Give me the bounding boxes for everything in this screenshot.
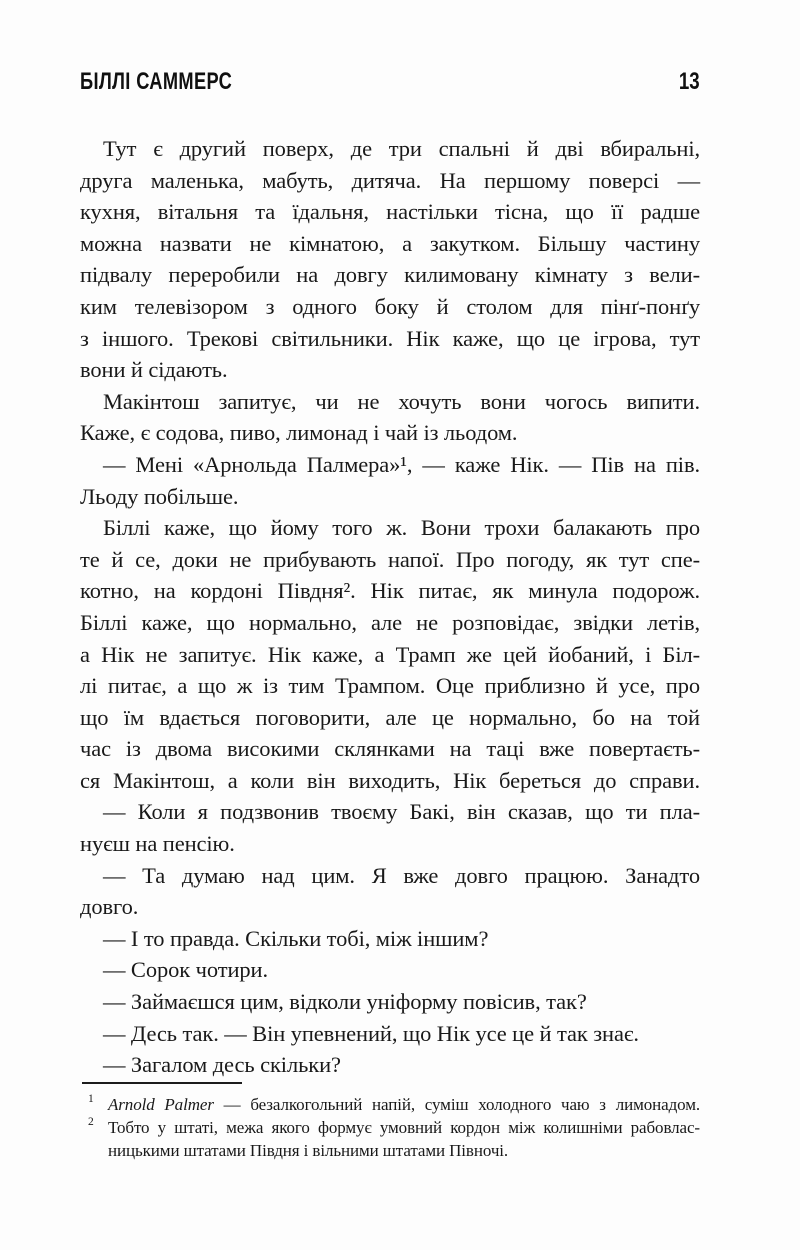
footnotes: [80, 1093, 700, 1162]
body-line: друга маленька, мабуть, дитяча. На першому поверсі —: [80, 167, 700, 193]
body-line: ся Макінтош, а коли він виходить, Нік береться до справи.: [80, 767, 700, 793]
footnote-marker: 2: [88, 1116, 94, 1128]
body-line: а Нік не запитує. Нік каже, а Трамп же цей йобаний, і Біл-: [80, 641, 700, 667]
body-line: можна назвати не кімнатою, а закутком. Більшу частину: [80, 230, 700, 256]
footnote-text: ницькими штатами Півдня і вільними штатами Півночі.: [108, 1141, 509, 1160]
body-line: Каже, є содова, пиво, лимонад і чай із льодом.: [80, 420, 518, 446]
body-line: — Загалом десь скільки?: [103, 1052, 341, 1078]
body-line: — Десь так. — Він упевнений, що Нік усе це й так знає.: [103, 1020, 639, 1046]
body-line: лі питає, а що ж із тим Трампом. Оце приблизно й усе, про: [80, 673, 700, 699]
footnote-marker: 1: [88, 1093, 94, 1105]
body-line: — Коли я подзвонив твоєму Бакі, він сказав, що ти пла-: [103, 799, 700, 825]
body-line: з іншого. Трекові світильники. Нік каже, що це ігрова, тут: [80, 325, 700, 351]
body-line: що їм вдається поговорити, але це нормально, бо на той: [80, 704, 700, 730]
body-line: Тут є другий поверх, де три спальні й дві вбиральні,: [103, 136, 700, 161]
body-line: котно, на кордоні Півдня². Нік питає, як минула подорож.: [80, 578, 700, 604]
body-line: Макінтош запитує, чи не хочуть вони чогось випити.: [103, 388, 700, 414]
body-line: Біллі каже, що йому того ж. Вони трохи балакають про: [103, 515, 700, 541]
page-header: [80, 70, 700, 94]
body-line: Льоду побільше.: [80, 483, 239, 509]
footnote-text: Тобто у штаті, межа якого формує умовний кордон між колишніми рабовлас-: [108, 1118, 700, 1137]
body-line: вони й сідають.: [80, 357, 228, 383]
body-line: кухня, вітальня та їдальня, настільки тісна, що її радше: [80, 199, 700, 225]
footnote-line: [80, 1093, 700, 1116]
footnote-term: Arnold Palmer: [108, 1095, 214, 1114]
body-line: підвалу переробили на довгу килимовану кімнату з вели-: [80, 262, 700, 288]
body-line: ким телевізором з одного боку й столом для пінґ-понґу: [80, 293, 700, 319]
footnote-text: — безалкогольний напій, суміш холодного чаю з лимонадом.: [213, 1095, 701, 1114]
body-line: — Сорок чотири.: [103, 957, 268, 983]
body-line: довго.: [80, 894, 139, 920]
body-line: — І то правда. Скільки тобі, між іншим?: [103, 925, 489, 951]
body-line: — Мені «Арнольда Палмера»¹, — каже Нік. — Пів на пів.: [103, 451, 700, 477]
body-line: — Та думаю над цим. Я вже довго працюю. Занадто: [103, 862, 700, 888]
footnote-separator: [82, 1082, 242, 1084]
body-text: [80, 133, 700, 1081]
body-line: час із двома високими склянками на таці вже повертаєть-: [80, 736, 700, 762]
body-line: — Займаєшся цим, відколи уніформу повісив, так?: [103, 989, 587, 1015]
footnote-line: [80, 1116, 700, 1139]
page-number: 13: [679, 68, 700, 95]
body-line: те й се, доки не прибувають напої. Про погоду, як тут спе-: [80, 546, 700, 572]
body-line: Біллі каже, що нормально, але не розповідає, звідки летів,: [80, 609, 700, 635]
footnote-line: [80, 1139, 700, 1162]
body-line: нуєш на пенсію.: [80, 831, 235, 857]
running-title: БІЛЛІ САММЕРС: [80, 68, 233, 95]
